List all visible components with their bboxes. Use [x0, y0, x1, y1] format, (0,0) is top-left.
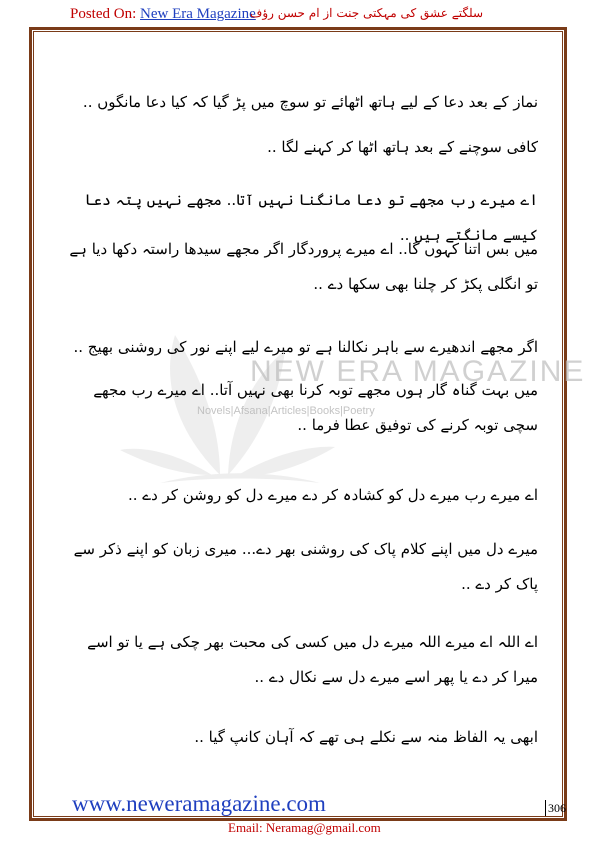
paragraph: اے اللہ اے میرے اللہ میرے دل میں کسی کی محبت بھر چکی ہے یا تو اسے میرا کر دے یا پھر اسے میرے دل سے نکال دے .. — [87, 633, 538, 686]
paragraph: نماز کے بعد دعا کے لیے ہاتھ اٹھائے تو سوچ میں پڑ گیا کہ کیا دعا مانگوں .. — [82, 93, 538, 111]
novel-title: سلگتے عشق کی مہکتی جنت از ام حسن رؤف — [249, 6, 483, 20]
paragraph: اے میرے رب میرے دل کو کشادہ کر دے میرے دل کو روشن کر دے .. — [127, 486, 538, 504]
page-header — [0, 6, 595, 26]
paragraph: کافی سوچنے کے بعد ہاتھ اٹھا کر کہنے لگا .. — [267, 138, 538, 156]
paragraph: میں بس اتنا کہوں گا.. اے میرے پروردگار اگر مجھے سیدھا راستہ دکھا دیا ہے تو انگلی پکڑ کر چلنا بھی سکھا دے .. — [69, 240, 538, 293]
posted-on-label: Posted On: — [70, 6, 137, 22]
paragraph: میرے دل میں اپنے کلام پاک کی روشنی بھر دے... میری زبان کو اپنے ذکر سے پاک کر دے .. — [73, 540, 538, 593]
page-number: 306 — [545, 800, 568, 816]
watermark-title: NEW ERA MAGAZINE — [250, 355, 586, 388]
paragraph: اگر مجھے اندھیرے سے باہر نکالنا ہے تو میرے لیے اپنے نور کی روشنی بھیج .. — [73, 338, 538, 356]
watermark-tagline: Novels|Afsana|Articles|Books|Poetry — [197, 405, 375, 417]
paragraph: میں بہت گناہ گار ہوں مجھے توبہ کرنا بھی نہیں آتا.. اے میرے رب مجھے سچی توبہ کرنے کی توفیق عطا فرما .. — [93, 381, 538, 434]
magazine-link[interactable]: New Era Magazine — [140, 6, 256, 22]
email-text: Email: Neramag@gmail.com — [228, 820, 381, 835]
posted-on-line — [70, 6, 256, 23]
paragraph: ابھی یہ الفاظ منہ سے نکلے ہی تھے کہ آہان کانپ گیا .. — [194, 728, 538, 746]
paragraph: اے میرے رب مجھے تو دعا مانگنا نہیں آتا.. مجھے نہیں پتہ دعا کیسے مانگتے ہیں .. — [84, 191, 538, 244]
website-link[interactable]: www.neweramagazine.com — [72, 791, 326, 816]
